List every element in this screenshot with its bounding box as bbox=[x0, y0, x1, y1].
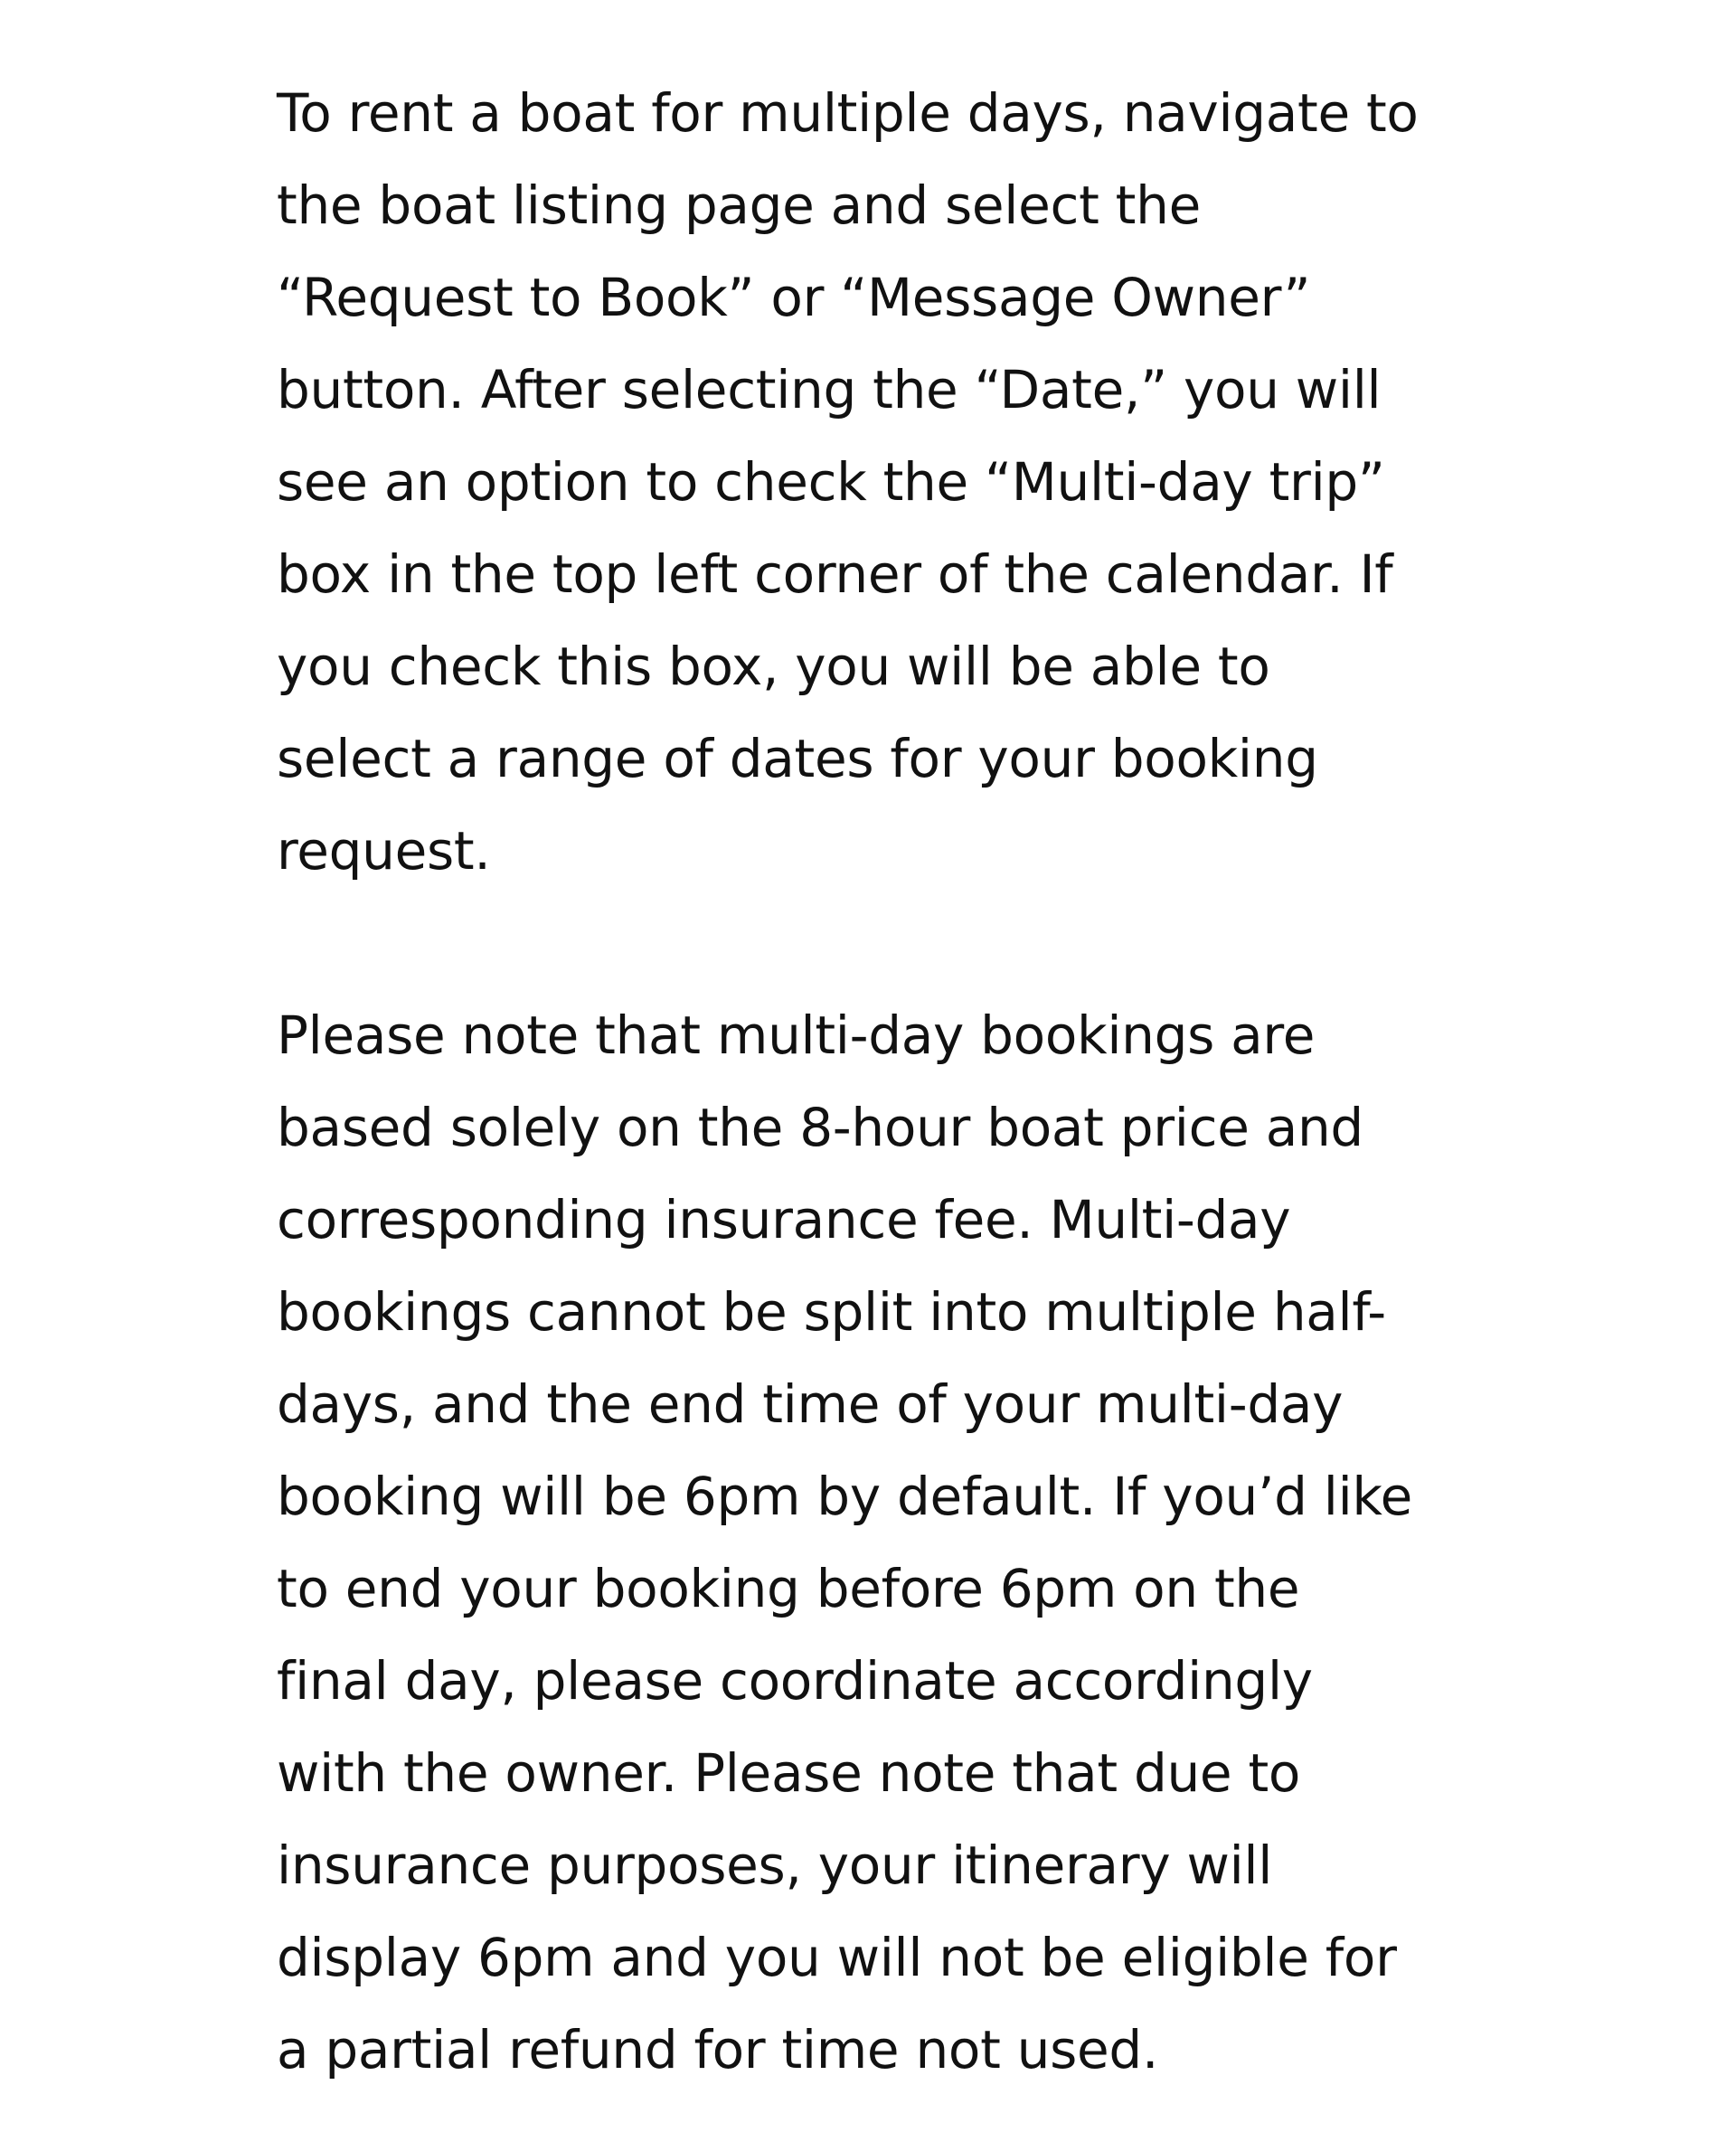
paragraph-line: a partial refund for time not used. bbox=[277, 2019, 1159, 2080]
paragraph-line: button. After selecting the “Date,” you will bbox=[277, 359, 1382, 420]
paragraph-line: with the owner. Please note that due to bbox=[277, 1742, 1301, 1804]
paragraph-line: select a range of dates for your booking bbox=[277, 728, 1318, 789]
paragraph-line: request. bbox=[277, 820, 491, 882]
paragraph-line: insurance purposes, your itinerary will bbox=[277, 1835, 1273, 1896]
paragraph-line: bookings cannot be split into multiple half- bbox=[277, 1281, 1386, 1343]
paragraph-line: corresponding insurance fee. Multi-day bbox=[277, 1189, 1291, 1250]
paragraph-line: Please note that multi-day bookings are bbox=[277, 1005, 1316, 1066]
paragraph-line: To rent a boat for multiple days, navigate to bbox=[277, 82, 1419, 144]
paragraph-line: display 6pm and you will not be eligible for bbox=[277, 1927, 1397, 1988]
paragraph-line: final day, please coordinate accordingly bbox=[277, 1650, 1313, 1712]
paragraph-spacer bbox=[277, 897, 1476, 989]
paragraph-line: see an option to check the “Multi-day trip” bbox=[277, 451, 1385, 513]
paragraph-line: to end your booking before 6pm on the bbox=[277, 1558, 1300, 1619]
paragraph-line: the boat listing page and select the bbox=[277, 175, 1201, 236]
paragraph-line: box in the top left corner of the calendar. If bbox=[277, 543, 1393, 605]
paragraph-line: booking will be 6pm by default. If you’d like bbox=[277, 1466, 1412, 1527]
paragraph-line: based solely on the 8-hour boat price and bbox=[277, 1097, 1363, 1158]
multi-day-policy-paragraph bbox=[277, 989, 1476, 2096]
paragraph-line: days, and the end time of your multi-day bbox=[277, 1373, 1344, 1435]
article-body bbox=[277, 67, 1476, 2096]
paragraph-line: you check this box, you will be able to bbox=[277, 636, 1270, 697]
multi-day-instructions-paragraph bbox=[277, 67, 1476, 897]
paragraph-line: “Request to Book” or “Message Owner” bbox=[277, 267, 1311, 328]
